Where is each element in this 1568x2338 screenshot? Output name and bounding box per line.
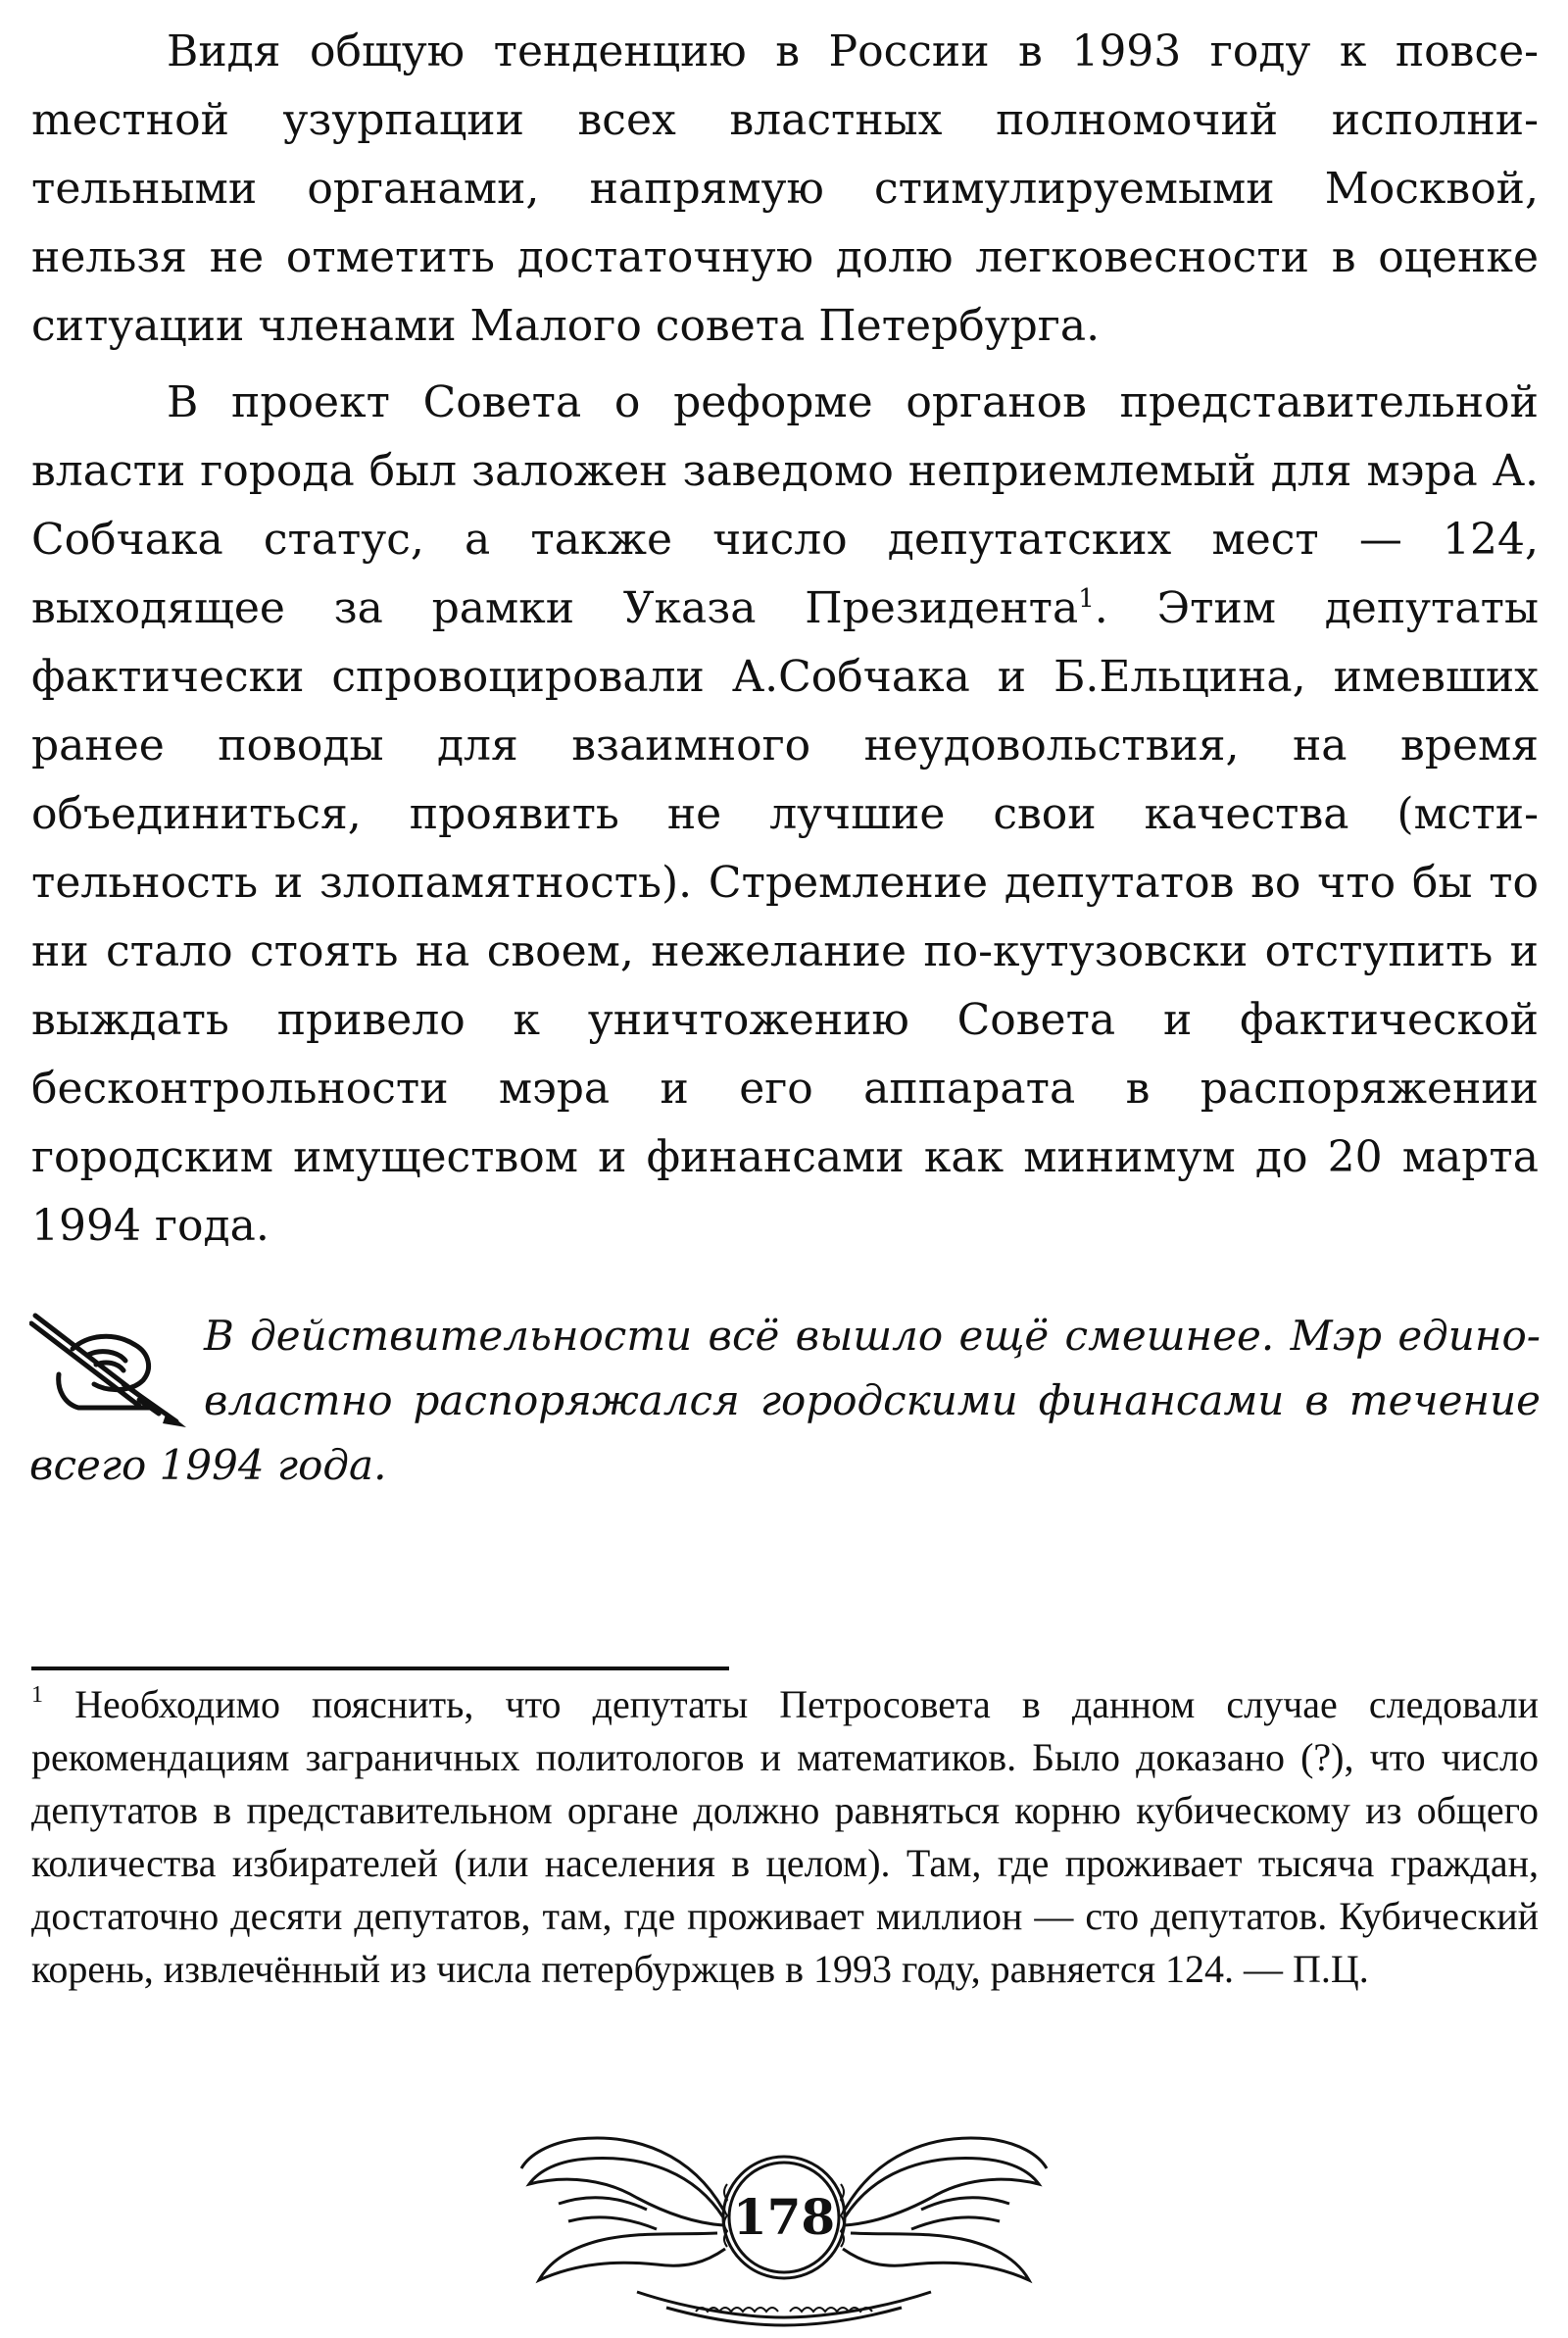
- footnote: [31, 1678, 1539, 1996]
- page-number: 178: [732, 2188, 836, 2246]
- paragraph-2-text-a: В проект Совета о реформе органов представительной власти города был заложен заведомо неприемлемый для мэра А. Собчака статус, а также число депутатских мест — 124, выходящее за рамки Указа Президента: [31, 377, 1539, 633]
- paragraph-1: Видя общую тенденцию в России в 1993 году к повсеmестной узурпации всех властных полномочий исполнительными органами, напрямую стимулируемыми Москвой, нельзя не отметить достаточную долю легковесности в оценке ситуации членами Малого совета Петербурга.: [31, 26, 1539, 351]
- writing-hand-icon: [29, 1306, 194, 1431]
- footnote-reference[interactable]: 1: [1078, 584, 1095, 614]
- footnote-divider: [31, 1666, 729, 1670]
- paragraph-2-text-b: . Этим депутаты фактически спровоцировали А.Собчака и Б.Ельцина, имевших ранее поводы для взаимного неудовольствия, на время объединиться, проявить не лучшие свои качества (мстительность и злопамятность). Стремление депутатов во что бы то ни стало стоять на своем, нежелание по-кутузовски отступить и выждать привело к уничтожению Совета и фактической бесконтрольности мэра и его аппарата в распоряжении городским имуществом и финансами как минимум до 20 марта 1994 года.: [31, 583, 1539, 1251]
- author-note: [29, 1304, 1541, 1498]
- paragraph-2: [31, 369, 1539, 1261]
- footnote-text: Необходимо пояснить, что депутаты Петросовета в данном случае следовали рекомендациям заграничных политологов и математиков. Было доказано (?), что число депутатов в представительном органе должно равняться корню кубическому из общего количества избирателей (или населения в целом). Там, где проживает тысяча граждан, достаточно десяти депутатов, там, где проживает миллион — сто депутатов. Кубический корень, извлечённый из числа петербуржцев в 1993 году, равняется 124. — П.Ц.: [31, 1682, 1539, 1991]
- note-text: В действительности всё вышло ещё смешнее. Мэр единовластно распоряжался городскими финансами в течение всего 1994 года.: [29, 1312, 1541, 1489]
- main-text: [31, 18, 1539, 1261]
- footnote-marker: 1: [31, 1682, 43, 1708]
